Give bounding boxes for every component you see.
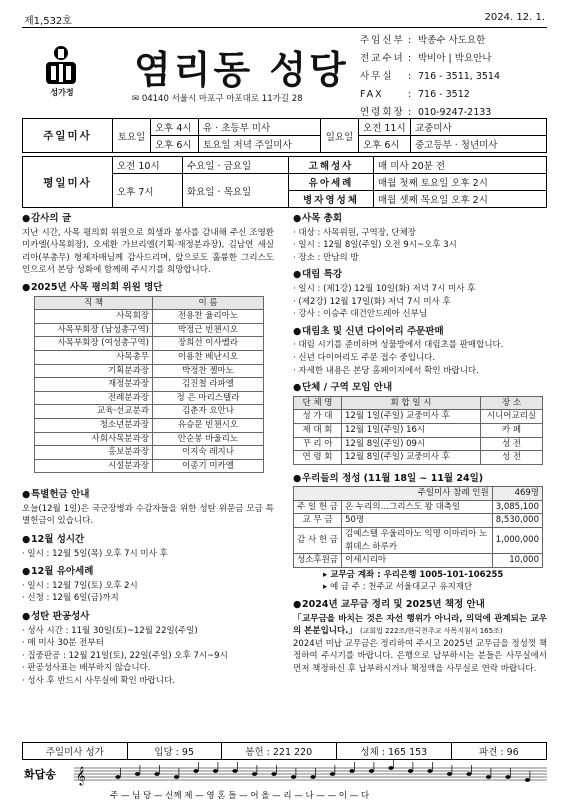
account-holder: ▸ 예 금 주 : 천주교 서울대교구 유지재단 xyxy=(323,582,473,593)
list-item: · 대상 : 사목위원, 구역장, 단체장 xyxy=(293,227,417,238)
responsorial-psalm-score xyxy=(22,760,547,802)
right-column xyxy=(293,213,547,676)
list-item: · 강사 : 이승주 대건안드레아 신부님 xyxy=(293,309,428,320)
hymn-numbers-bar: 주일미사 성가 입당 : 95 봉헌 : 221 220 성체 : 165 153 파견 : 96 xyxy=(22,742,547,760)
section-title: ●특별헌금 안내 xyxy=(22,489,90,501)
contact-row: 사무실 : 716 - 3511, 3514 xyxy=(360,71,500,82)
music-note xyxy=(388,766,393,770)
table-row: 홍보분과장 이지숙 레지나 xyxy=(35,446,264,460)
music-note xyxy=(193,769,198,773)
music-note xyxy=(349,769,354,773)
music-note xyxy=(466,772,471,776)
table-row: 연 령 회 12월 8일(주일) 교중미사 후 성 전 xyxy=(294,451,543,465)
music-note xyxy=(310,775,315,779)
music-note xyxy=(291,775,296,779)
list-item: · 성사 후 반드시 사무실에 확인 바랍니다. xyxy=(22,676,175,686)
music-note xyxy=(505,775,510,779)
offering-table: 주일미사 참례 인원 469명 주 일 헌 금 온 누리의…그리스도 왕 대축일 3,085,100 교 무 금 50명 8,530,000 감 사 헌 금 김예스텔 우울리아노 익명 이마리아 노휘데스 하루카 1,000,000 성소후원금 이세시리아 10,000 xyxy=(293,486,543,568)
section-title: ●우리들의 정성 (11월 18일 ~ 11월 24일) xyxy=(293,472,484,484)
table-row: 감 사 헌 금 김예스텔 우울리아노 익명 이마리아 노휘데스 하루카 1,000,000 xyxy=(294,528,543,554)
list-item: · 대림 시기를 준비하며 성물방에서 대림초를 판매합니다. xyxy=(293,340,504,351)
table-row: 성소후원금 이세시리아 10,000 xyxy=(294,554,543,568)
table-row: 교육·선교분과 김춘자 요안나 xyxy=(35,405,264,419)
music-note xyxy=(174,775,179,779)
music-note xyxy=(271,772,276,776)
sunday-mass-label: 주일미사 xyxy=(23,119,113,153)
weekday-mass-label: 평일미사 xyxy=(23,157,113,208)
section-title: ●12월 성시간 xyxy=(22,534,85,546)
music-note xyxy=(486,775,491,779)
music-note xyxy=(330,772,335,776)
section-title: ●사목 총회 xyxy=(293,213,343,224)
contact-row: FAX : 716 - 3512 xyxy=(360,89,470,100)
mass-schedule-table: 주일미사 토요일 오후 4시 유 · 초등부 미사 일요일 오전 11시 교중미사 오후 6시 토요일 저녁 주일미사 오후 6시 중고등부 · 청년미사 xyxy=(22,118,547,153)
section-title: ●2025년 사목 평의회 위원 명단 xyxy=(22,281,163,293)
music-note xyxy=(232,769,237,773)
top-divider xyxy=(22,27,547,28)
list-item: · 신년 다이어리도 주문 접수 중입니다. xyxy=(293,352,436,363)
music-note xyxy=(408,769,413,773)
list-item: · 집중판공 : 12월 21일(토), 22일(주일) 오후 7시~9시 xyxy=(22,650,228,661)
special-body: 오늘(12월 1일)은 국군장병과 수감자들을 위한 성탄 위문금 모금 특별헌금이 있습니다. xyxy=(22,503,274,527)
music-note xyxy=(447,772,452,776)
list-item: · 일시 : 12월 8일(주일) 오전 9시~오후 3시 xyxy=(293,240,457,251)
table-row: 교 무 금 50명 8,530,000 xyxy=(294,514,543,528)
music-note xyxy=(154,772,159,776)
issue-number: 제1,532호 xyxy=(24,16,72,27)
table-row: 재정분과장 김진철 라파엘 xyxy=(35,378,264,392)
table-row: 사목총무 이용찬 베난시오 xyxy=(35,350,264,364)
section-title: ●대림초 및 신년 다이어리 주문판매 xyxy=(293,325,444,337)
list-item: · 장소 : 만남의 방 xyxy=(293,252,359,263)
table-row: 청소년분과장 유승문 빈첸시오 xyxy=(35,418,264,432)
list-item: · (제2강) 12월 17일(화) 저녁 7시 미사 후 xyxy=(293,296,451,307)
table-row: 주 일 헌 금 온 누리의…그리스도 왕 대축일 3,085,100 xyxy=(294,500,543,514)
hymn-label: 화답송 xyxy=(24,768,56,781)
penance-list xyxy=(22,625,274,688)
table-row: 사목부회장 (여성총구역) 장희선 이사벨라 xyxy=(35,337,264,351)
list-item: · 자세한 내용은 본당 홈페이지에서 확인 바랍니다. xyxy=(293,365,479,376)
dues-quote: 「교무금을 바치는 것은 자선 행위가 아니라, 의덕에 관계되는 교우의 본분입니다.」 (교회법 222조/한국천주교 사목지침서 165조) xyxy=(293,613,547,637)
table-row: 전례분과장 정 은 마리스텔라 xyxy=(35,391,264,405)
table-row: 시설분과장 이종기 미카엘 xyxy=(35,459,264,473)
committee-table: 직 책 이 름 사목회장 전용찬 율리아노 사목부회장 (남성총구역) 박정근 빈첸시오 사목부회장 (여성총구역) 장희선 이사벨라 사목총무 이용찬 베난시오 기획분과장 박정찬 젤마노 재정분과장 김진철 라파엘 전례분과장 정 은 마리스텔라 교육·선교분과 김춘자 요안나 청소년분과장 유승문 빈첸시오 사회사목분과장 안순봉 바울리노 홍보분과장 이지숙 레지나 시설분과장 이종기 미카엘 xyxy=(34,296,264,474)
left-column xyxy=(22,213,274,688)
church-address: ✉ 04140 서울시 마포구 마포대로 11가길 28 xyxy=(132,94,303,104)
hymn-lyrics: 주 — 님 당 — 신께 제 — 영 혼 들 — 어 올 — 리 — 나 — — 이 — 다 xyxy=(110,791,370,801)
list-item: · 일시 : (제1강) 12월 10일(화) 저녁 7시 미사 후 xyxy=(293,283,476,294)
thanks-body: 지난 시간, 사목 평의회 위원으로 희생과 봉사를 감내해 주신 조영환 미카엘(사목회장), 오세환 가브리엘(기획·재정분과장), 김남연 세실리아(부총무) 형제자매님께 감사드리며, 앞으로도 훌륭한 그리스도인으로서 본당 성화에 함께해 주시기를 희망합니다. xyxy=(22,227,274,276)
list-item: · 신청 : 12월 6일(금)까지 xyxy=(22,593,119,604)
weekday-schedule-table: 평일미사 오전 10시 수요일 · 금요일 고해성사 매 미사 20분 전 오후 7시 화요일 · 목요일 유아세례 매월 첫째 토요일 오후 2시 병자영성체 매월 셋째 목요일 오후 2시 xyxy=(22,156,547,208)
baptism-list xyxy=(22,580,274,605)
logo-text: 성가정 xyxy=(50,88,74,97)
music-note xyxy=(525,778,530,782)
table-row: 꾸 리 아 12월 8일(주일) 09시 성 전 xyxy=(294,437,543,451)
contact-row: 전교수녀 : 박비아 | 박요안나 xyxy=(360,53,492,64)
section-title: ●대림 특강 xyxy=(293,269,343,281)
meeting-table: 단 체 명 회 합 일 시 장 소 성 가 대 12월 1일(주일) 교중미사 후 시니어교리실 제 대 회 12월 1일(주일) 16시 카 페 꾸 리 아 12월 8일(주일) 09시 성 전 연 령 회 12월 8일(주일) 교중미사 후 성 전 xyxy=(293,396,543,465)
list-item: · 판공성사표는 배부하지 않습니다. xyxy=(22,663,151,674)
section-title: ●성탄 판공성사 xyxy=(22,611,90,623)
list-item: · 매 미사 30분 전부터 xyxy=(22,638,104,649)
section-title: ●감사의 글 xyxy=(22,213,72,224)
music-note xyxy=(135,772,140,776)
church-name: 염리동 성당 xyxy=(134,48,349,92)
mail-icon: ✉ xyxy=(132,94,140,104)
music-note xyxy=(115,775,120,779)
contact-row: 연령회장 : 010-9247-2133 xyxy=(360,107,492,118)
section-title: ●12월 유아세례 xyxy=(22,566,94,578)
table-row: 성 가 대 12월 1일(주일) 교중미사 후 시니어교리실 xyxy=(294,410,543,424)
account-number: ▸ 교무금 계좌 : 우리은행 1005-101-106255 xyxy=(323,569,504,580)
vigil-list xyxy=(22,548,274,561)
treble-clef-icon: 𝄞 xyxy=(76,766,86,785)
music-note xyxy=(369,769,374,773)
table-row: 기획분과장 박정찬 젤마노 xyxy=(35,364,264,378)
list-item: · 일시 : 12월 5일(목) 오후 7시 미사 후 xyxy=(22,548,168,559)
table-row: 사목부회장 (남성총구역) 박정근 빈첸시오 xyxy=(35,323,264,337)
table-row: 사목회장 전용찬 율리아노 xyxy=(35,310,264,324)
list-item: · 성사 시간 : 11월 30일(토)~12월 22일(주일) xyxy=(22,625,198,636)
saturday-label: 토요일 xyxy=(113,119,151,153)
list-item: · 일시 : 12월 7일(토) 오후 2시 xyxy=(22,580,138,591)
table-row: 사회사목분과장 안순봉 바울리노 xyxy=(35,432,264,446)
music-note xyxy=(427,769,432,773)
dues-body: 2024년 미납 교무금은 정리하여 주시고 2025년 교무금을 정성껏 책정하여 주시기를 바랍니다. 은행으로 납부하시는 분들은 사무실에서 먼저 책정하신 후 납부하시거나 책정액을 사무실로 연락 바랍니다. xyxy=(293,638,547,674)
contact-row: 주임신부 : 박종수 사도요한 xyxy=(360,35,486,46)
issue-date: 2024. 12. 1. xyxy=(484,12,545,23)
section-title: ●단체 / 구역 모임 안내 xyxy=(293,382,393,394)
section-title: ●2024년 교무금 정리 및 2025년 책정 안내 xyxy=(293,599,485,611)
table-row: 제 대 회 12월 1일(주일) 16시 카 페 xyxy=(294,423,543,437)
music-note xyxy=(213,769,218,773)
music-note xyxy=(252,772,257,776)
sunday-label: 일요일 xyxy=(321,119,359,153)
contact-info xyxy=(360,32,500,122)
